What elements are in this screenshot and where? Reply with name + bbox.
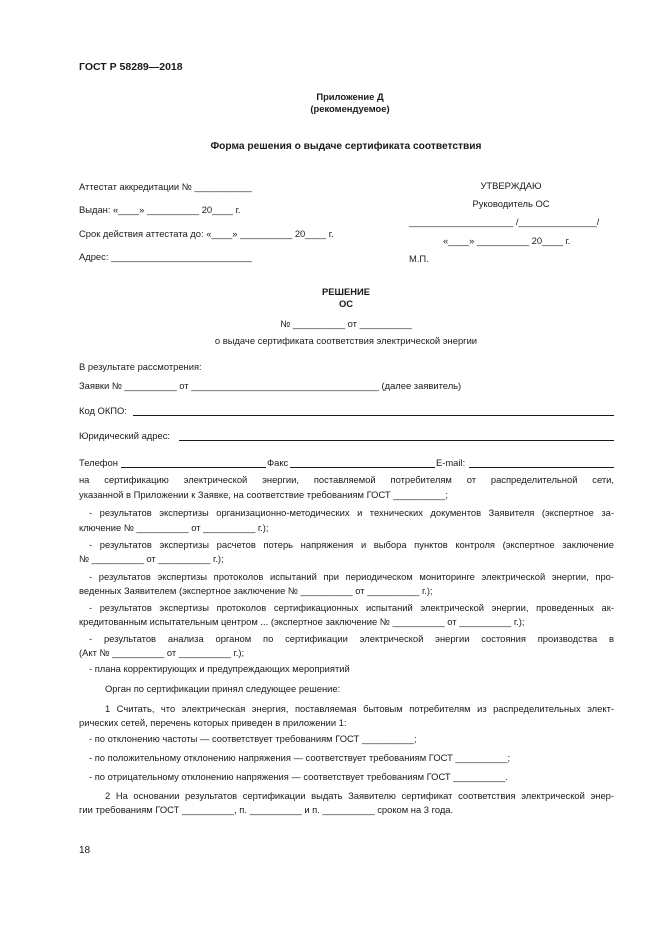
application-line: Заявки № __________ от ____________________________________ (далее заявитель) <box>79 380 462 391</box>
paragraph-line: указанной в Приложении к Заявке, на соответствие требованиям ГОСТ __________; <box>79 489 448 500</box>
decision-title: РЕШЕНИЕ <box>322 286 370 297</box>
address-line: Адрес: ___________________________ <box>79 251 252 262</box>
issued-line: Выдан: «____» __________ 20____ г. <box>79 204 241 215</box>
paragraph-line: - результатов экспертизы протоколов испытаний при периодическом мониторинге электрической энергии, про- <box>89 571 614 582</box>
phone-label: Телефон <box>79 457 118 468</box>
paragraph-line: на сертификацию электрической энергии, поставляемой потребителям от распределительной сети, <box>79 474 614 485</box>
deviation-item: - по положительному отклонению напряжения — соответствует требованиям ГОСТ __________; <box>89 752 511 763</box>
paragraph-item-2-continuation <box>79 802 614 817</box>
standard-code: ГОСТ Р 58289—2018 <box>79 61 183 73</box>
paragraph-decision-intro: Орган по сертификации принял следующее решение: <box>105 683 341 694</box>
list-item <box>89 631 614 646</box>
approve-label: УТВЕРЖДАЮ <box>480 180 542 191</box>
appendix-note: (рекомендуемое) <box>310 103 390 114</box>
list-item-continuation <box>79 520 614 535</box>
list-item <box>89 505 614 520</box>
head-label: Руководитель ОС <box>472 198 550 209</box>
paragraph-line: - результатов экспертизы расчетов потерь напряжения и выбора пунктов контроля (экспертное заключение <box>89 539 614 550</box>
page-number: 18 <box>79 845 91 856</box>
review-label: В результате рассмотрения: <box>79 361 202 372</box>
paragraph-item-1 <box>105 701 614 716</box>
paragraph-line: рических сетей, перечень которых приведен в приложении 1: <box>79 717 347 728</box>
paragraph-item-2 <box>105 788 614 803</box>
okpo-underline <box>133 415 614 416</box>
paragraph-line: (Акт № __________ от __________ г.); <box>79 647 245 658</box>
list-item-continuation <box>79 551 614 566</box>
paragraph-line: веденных Заявителем (экспертное заключение № __________ от __________ г.); <box>79 585 433 596</box>
list-item <box>89 600 614 615</box>
paragraph-line: - результатов экспертизы организационно-методических и технических документов Заявителя (экспертное за- <box>89 507 614 518</box>
fax-underline <box>290 467 435 468</box>
decision-subtitle: ОС <box>338 298 354 309</box>
validity-line: Срок действия аттестата до: «____» __________ 20____ г. <box>79 228 334 239</box>
paragraph-line: 2 На основании результатов сертификации выдать Заявителю сертификат соответствия электрической энер- <box>105 790 614 801</box>
fax-label: Факс <box>267 457 289 468</box>
paragraph-line: кредитованным испытательным центром ... (экспертное заключение № __________ от __________ г.); <box>79 616 525 627</box>
list-item <box>89 569 614 584</box>
paragraph-line: - результатов экспертизы протоколов сертификационных испытаний электрической энергии, проведенных ак- <box>89 602 614 613</box>
decision-number: № __________ от __________ <box>280 318 412 329</box>
deviation-item: - по отрицательному отклонению напряжения — соответствует требованиям ГОСТ __________. <box>89 771 508 782</box>
form-title: Форма решения о выдаче сертификата соответствия <box>210 141 482 152</box>
list-item: - плана корректирующих и предупреждающих мероприятий <box>89 663 350 674</box>
paragraph-line: № __________ от __________ г.); <box>79 553 224 564</box>
deviation-item: - по отклонению частоты — соответствует требованиям ГОСТ __________; <box>89 733 417 744</box>
email-label: E-mail: <box>436 457 466 468</box>
accreditation-line: Аттестат аккредитации № ___________ <box>79 181 252 192</box>
phone-underline <box>121 467 266 468</box>
paragraph-line: 1 Считать, что электрическая энергия, поставляемая бытовым потребителям из распределительных элект- <box>105 703 614 714</box>
list-item-continuation <box>79 614 614 629</box>
list-item-continuation <box>79 583 614 598</box>
paragraph-line: гии требованиям ГОСТ __________, п. __________ и п. __________ сроком на 3 года. <box>79 804 454 815</box>
list-item <box>89 537 614 552</box>
paragraph-line: - результатов анализа органом по сертификации электрической энергии состояния производства в <box>89 633 614 644</box>
signature-line: ____________________ /_______________/ <box>409 216 600 227</box>
paragraph-item-1-continuation <box>79 715 614 730</box>
legal-address-label: Юридический адрес: <box>79 430 170 441</box>
approval-date: «____» __________ 20____ г. <box>443 235 571 246</box>
seal-label: М.П. <box>409 253 429 264</box>
appendix-title: Приложение Д <box>316 91 384 102</box>
email-underline <box>469 467 614 468</box>
list-item-continuation <box>79 645 614 660</box>
decision-subject: о выдаче сертификата соответствия электрической энергии <box>214 335 478 346</box>
okpo-label: Код ОКПО: <box>79 405 127 416</box>
legal-address-underline <box>179 440 614 441</box>
paragraph-certification <box>79 472 614 502</box>
paragraph-line: ключение № __________ от __________ г.); <box>79 522 269 533</box>
